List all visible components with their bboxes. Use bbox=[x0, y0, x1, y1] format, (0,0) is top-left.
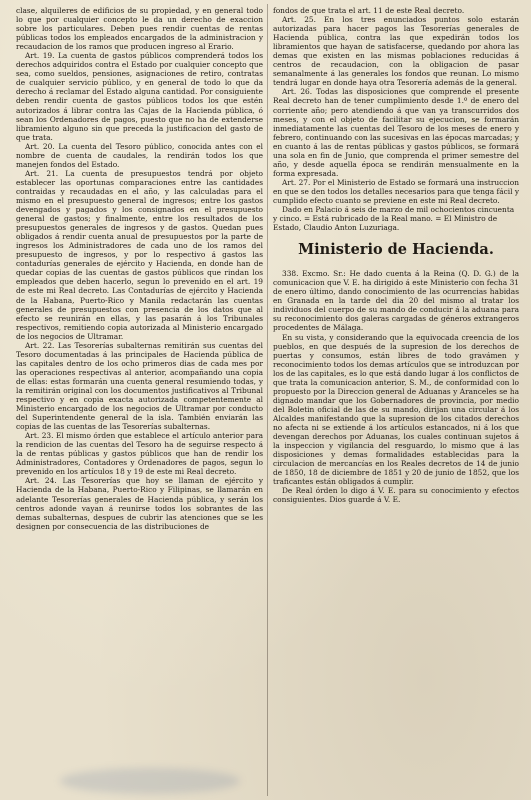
paragraph-continuation-right: fondos de que trata el art. 11 de este Real decreto. bbox=[273, 6, 465, 15]
article-24: Art. 24. Las Tesorerías que hoy se llaman de ejército y Hacienda de la Habana, Puerto-Rico y Filipinas, se llamarán en adelante Tesorerías generales de Hacienda pública, y serán los centros adonde vayan á reunirse todos los sobrantes de las demas subalternas, despues de cubrir las atenciones que se les designen por consecuencia de las distribuciones de bbox=[16, 476, 263, 531]
article-23: Art. 23. El mismo órden que establece el artículo anterior para la rendicion de las cuentas del Tesoro ha de seguirse respecto á la de rentas públicas y gastos públicos que han de rendir los Administradores, Contadores y Ordenadores de pagos, segun lo prevenido en los artículos 18 y 19 de este mi Real decreto. bbox=[16, 431, 263, 477]
decree-signature: Dado en Palacio á seis de marzo de mil ochocientos cincuenta y cinco. = Está rubricado de la Real mano. = El Ministro de Estado, Claudio Anton Luzuriaga. bbox=[273, 205, 515, 233]
article-20: Art. 20. La cuenta del Tesoro público, conocida antes con el nombre de cuenta de caudales, la rendirán todos los que manejen fondos del Estado. bbox=[16, 141, 263, 169]
article-22: Art. 22. Las Tesorerías subalternas remitirán sus cuentas del Tesoro documentadas á las principales de Hacienda pública de las capitales dentro de los ocho primeros dias de cada mes por las operaciones respectivas al anterior, acompañando una copia de ellas: estas formarán una cuenta general resumiendo todas, y la remitirán original con los documentos justificativos al Tribunal respectivo y en copia exacta autorizada competentemente al Ministerio encargado de los negocios de Ultramar por conducto del Superintendente general de la isla. También enviarán las copias de las cuentas de las Tesorerías subalternas. bbox=[16, 340, 263, 432]
order-body: En su vista, y considerando que la equivocada creencia de los pueblos, en que después de la supresion de los derechos de puertas y consumos, están libres de todo gravámen y reconocimiento todos los demas artículos que se introduzcan por los de las capitales, es lo que está dando lugar á los conflictos de que trata la comunicacion anterior, S. M., de conformidad con lo propuesto por la Direccion general de Aduanas y Aranceles se ha dignado mandar que los Gobernadores de provincia, por medio del Boletin oficial de las de su mando, dirijan una circular á los Alcaldes manifestando que la supresion de los citados derechos no afecta ni se extiende á los artículos estancados, ni á los que devengan derechos por Aduanas, los cuales continuan sujetos á la inspeccion y vigilancia del resguardo, lo mismo que á las disposiciones y demas formalidades establecidas para la circulacion de mercancías en los Reales decretos de 14 de junio de 1850, 18 de diciembre de 1851 y 20 de junio de 1852, que los traficantes están obligados á cumplir. bbox=[273, 332, 519, 487]
order-338: 338. Excmo. Sr.: He dado cuenta á la Reina (Q. D. G.) de la comunicacion que V. E. ha dirigido á este Ministerio con fecha 31 de enero último, dando conocimiento de las ocurrencias habidas en Granada en la tarde del dia 20 del mismo al tratar los individuos del cuerpo de su mando de conducir á la aduana para su reconocimiento dos galeras cargadas de géneros extrangeros procedentes de Málaga. bbox=[273, 269, 519, 333]
left-column bbox=[16, 6, 263, 796]
article-21: Art. 21. La cuenta de presupuestos tendrá por objeto establecer las oportunas comparaciones entre las cantidades contraidas y recaudadas en el año, y las calculadas para el mismo en el presupuesto general de ingresos; entre los gastos devengados y pagados y los consignados en el presupuesto general de gastos; y finalmente, entre los resultados de los presupuestos generales de ingresos y de gastos. Quedan pues obligados á rendir cuenta anual de presupuestos por la parte de ingresos los Administradores de cada uno de los ramos del presupuesto de ingresos, y por lo respectivo á gastos las contadurías generales de ejército y Hacienda, en donde han de quedar copias de las cuentas de gastos públicos que rindan los empleados que deben hacerlo, segun lo prevenido en el art. 19 de este mi Real decreto. Las Contadurías de ejército y Hacienda de la Habana, Puerto-Rico y Manila redactarán las cuentas generales de presupuestos con presencia de los datos que al efecto se reunirán en ellas, y las pasarán á los Tribunales respectivos, remitiendo copia autorizada al Ministerio encargado de los negocios de Ultramar. bbox=[16, 168, 263, 341]
article-27: Art. 27. Por el Ministerio de Estado se formará una instruccion en que se den todos los detalles necesarios para que tenga fácil y cumplido efecto cuanto se previene en este mi Real decreto. bbox=[273, 177, 519, 205]
paper-stain bbox=[60, 768, 240, 794]
column-divider bbox=[267, 4, 268, 796]
right-column bbox=[273, 6, 519, 796]
paragraph-continuation: clase, alquileres de edificios de su propiedad, y en general todo lo que por cualquier concepto le da un derecho de exaccion sobre los particulares. Deben pues rendir cuentas de rentas públicas todos los empleados encargados de la administracion y recaudacion de los ramos que producen ingreso al Erario. bbox=[16, 6, 263, 52]
ministry-heading: Ministerio de Hacienda. bbox=[298, 241, 494, 259]
article-26: Art. 26. Todas las disposiciones que comprende el presente Real decreto han de tener cumplimiento desde 1.º de enero del corriente año; pero atendiendo á que van ya transcurridos dos meses, y con el objeto de facilitar su ejecucion, se formarán inmediatamente las cuentas del Tesoro de los meses de enero y febrero, continuando con las sucesivas en las épocas marcadas; y en cuanto á las de rentas públicas y gastos públicos, se formará una sola en fin de Junio, que comprenda el primer semestre del año, y desde aquella época se rendirán mensualmente en la forma expresada. bbox=[273, 87, 519, 178]
article-19: Art. 19. La cuenta de gastos públicos comprenderá todos los derechos adquiridos contra el Estado por cualquier concepto que sea, como sueldos, pensiones, asignaciones de retiro, contratas de cualquier servicio público, y en general de todo lo que da derecho á reclamar del Estado alguna cantidad. Por consiguiente deben rendir cuenta de gastos públicos todos los que estén autorizados á librar contra las Cajas de la Hacienda pública, ó sean los Ordenadores de pagos, puesto que no ha de extenderse libramiento alguno sin que preceda la justificacion del gasto de que trata. bbox=[16, 51, 263, 142]
article-25: Art. 25. En los tres enunciados puntos solo estarán autorizadas para hacer pagos las Tesorerías generales de Hacienda pública, contra las que expedirán todos los libramientos que hayan de satisfacerse, quedando por ahora las demas que existen en las mismas poblaciones reducidas á centros de recaudacion, con la obligacion de pasar semanalmente á las generales los fondos que reunan. Lo mismo tendrá lugar en donde haya otra Tesorería además de la general. bbox=[273, 15, 519, 88]
order-closing: De Real órden lo digo á V. E. para su conocimiento y efectos consiguientes. Dios guarde á V. E. bbox=[273, 486, 519, 505]
